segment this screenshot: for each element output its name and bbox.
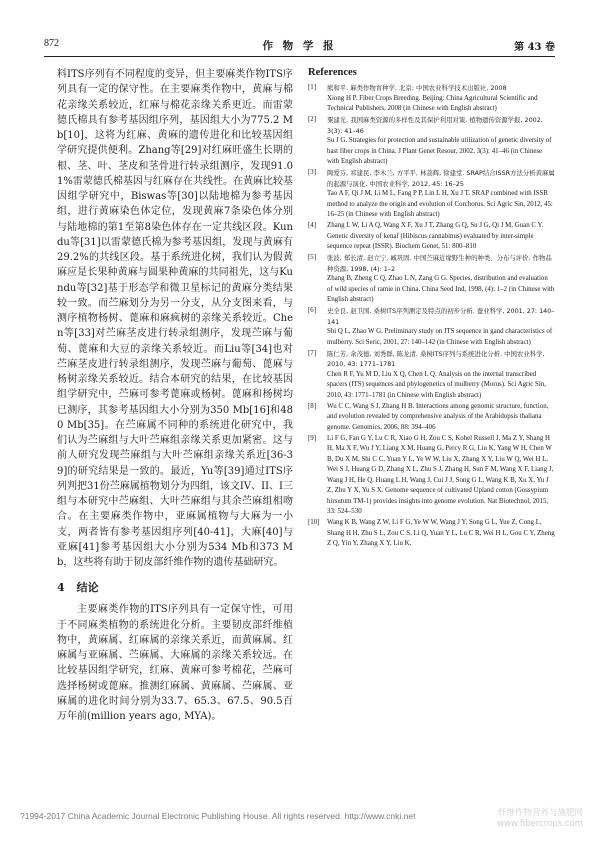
- watermark-url: www.fibercrops.com: [497, 819, 583, 829]
- reference-body: [327, 434, 555, 518]
- reference-english-text: Zhang L W, Li A Q, Wang X F, Xu J T, Zhang G Q, Su J G, Qi J M, Guan C Y. Genetic diversity of kenaf (Hibiscus cannabinus) evaluated by inter-simple sequence repeat (ISSR). Biochem Genet, 51: 800–810: [327, 222, 544, 250]
- reference-item: [308, 306, 555, 348]
- reference-number: [4]: [308, 222, 317, 229]
- reference-english-text: Wang K B, Wang Z W, Li F G, Ye W W, Wang J Y, Song G L, Yue Z, Cong L, Shang H H, Zhu S L, Zou C S, Li Q, Yuan Y L, Lu C R, Wei H L, Gou C Y, Zheng Z Q, Yin Y, Zhang X Y, Liu K,: [327, 519, 555, 547]
- reference-number: [1]: [308, 84, 317, 91]
- references-heading: References: [308, 67, 357, 78]
- left-column: [57, 67, 293, 724]
- reference-chinese-text: 张波, 郑长清, 赵立宁, 臧巩固. 中国苎麻近缘野生种的种类、分布与评价. 作物品种资源, 1998, (4): 1–2: [327, 254, 552, 273]
- reference-chinese-text: 陶爱芬, 祁建民, 李木兰, 方平平, 林荔辉, 徐建堂. SRAP结合ISSR方法分析黄麻属的起源与演化. 中国农业科学, 2012, 45: 16–25: [327, 169, 555, 188]
- section-title: 结论: [76, 581, 99, 595]
- reference-item: [308, 168, 555, 221]
- reference-body: [327, 518, 555, 550]
- reference-item: [308, 83, 555, 115]
- reference-number: [6]: [308, 307, 317, 314]
- reference-number: [10]: [308, 519, 320, 526]
- reference-body: [327, 221, 555, 253]
- reference-english-text: Zhang B, Zheng C Q, Zhao L N, Zang G G. Species, distribution and evaluation of wild species of ramie in China. China Seed Ind, 1998, (4): 1–2 (in Chinese with English abstract): [327, 275, 555, 303]
- reference-number: [3]: [308, 169, 317, 176]
- reference-body: [327, 253, 555, 306]
- journal-title: 作 物 学 报: [262, 40, 337, 52]
- conclusion-paragraph: 主要麻类作物的ITS序列具有一定保守性，可用于不同麻类植物的系统进化分析。主要韧皮部纤维植物中，黄麻属、红麻属的亲缘关系近，而黄麻属、红麻属与亚麻属、苎麻属、大麻属的亲缘关系较远。在比较基因组学研究，红麻、黄麻可参考棉花，苎麻可选择杨树或蓖麻。推测红麻属、黄麻属、苎麻属、亚麻属的进化时间分别为33.7、65.3、67.5、90.5百万年前(million years ago, MYA)。: [57, 604, 293, 722]
- watermark-text: 纤维作物营养与施肥网: [497, 808, 583, 818]
- reference-chinese-text: 史全良, 赵卫国. 桑树ITS序列测定及特点的初步分析. 蚕业科学, 2001, 27: 140–141: [327, 307, 555, 326]
- volume-label: 第 43 卷: [514, 42, 555, 53]
- section-heading: [57, 579, 293, 595]
- discussion-paragraph: 料ITS序列有不同程度的变异，但主要麻类作物ITS序列具有一定的保守性。在主要麻类作物中，黄麻与棉花亲缘关系较近，红麻与棉花亲缘关系更近。而雷蒙德氏棉具有参考基因组序列，基因组大小为775.2 Mb[10]，这将为红麻、黄麻的遗传进化和比较基因组学研究提供便利。Zhang等[29]对红麻旺盛生长期的根、茎、叶、茎皮和茎骨进行转录组测序，发现91.01%雷蒙德氏棉基因与红麻存在共线性。在黄麻比较基因组学研究中，Biswas等[30]以陆地棉为参考基因组，进行黄麻染色体定位，发现黄麻7条染色体分别与陆地棉的第1至第8染色体存在一定共线区段。Kundu等[31]以雷蒙德氏棉为参考基因组，发现与黄麻有29.2%的共线区段。基于系统进化树，我们认为假黄麻应是长果种黄麻与圆果种黄麻的共同祖先，这与Kundu等[32]基于形态学和微卫星标记的黄麻分类结果较一致。而苎麻划分为另一分支，从分支图来看，与测序植物杨树、蓖麻和麻疯树的亲缘关系较近。Chen等[33]对苎麻茎皮进行转录组测序，发现苎麻与葡萄、蓖麻和大豆的亲缘关系较近。而Liu等[34]也对苎麻茎皮进行转录组测序，发现苎麻与葡萄、蓖麻与杨树亲缘关系较近。结合本研究的结果，在比较基因组学研究中，苎麻可参考蓖麻或杨树。蓖麻和杨树均已测序，其参考基因组大小分别为350 Mb[16]和480 Mb[35]。在苎麻属不同种的系统进化研究中，我们认为苎麻组与大叶苎麻组亲缘关系更加紧密。这与前人研究发现苎麻组与大叶苎麻组亲缘关系近[36-39]的研究结果是一致的。最近，Yu等[39]通过ITS序列判把31份苎麻属植物划分为四组，该文IV、II、I三组与本研究中苎麻组、大叶苎麻组与其余苎麻组相吻合。在主要麻类作物中，亚麻属植物与大麻为一小支，两者皆有参考基因组序列[40-41]，大麻[40]与亚麻[41]参考基因组大小分别为534 Mb和373 Mb，这些将有助于韧皮部纤维作物的遗传基础研究。: [57, 69, 293, 568]
- header-rule: [44, 56, 555, 57]
- section-number: 4: [57, 581, 65, 595]
- reference-english-text: Tao A F, Qi J M, Li M L, Fang P P, Lin L H, Xu J T. SRAP combined with ISSR method to analyze the origin and evolution of Corchorus. Sci Agric Sin, 2012, 45: 16–25 (in Chinese with English abstract): [327, 190, 553, 218]
- reference-body: [327, 83, 555, 115]
- reference-list: [308, 83, 555, 550]
- reference-english-text: Shi Q L, Zhao W G. Preliminary study on ITS sequence in gand characteristics of mulberry. Sci Seric, 2001, 27: 140–142 (in Chinese with English abstract): [327, 328, 553, 346]
- reference-number: [7]: [308, 349, 317, 357]
- references-column: [308, 67, 555, 550]
- page-header: [44, 38, 555, 54]
- reference-english-text: Li F G, Fan G Y, Lu C R, Xiao G H, Zou C S, Kohel Russell J, Ma Z Y, Shang H H, Ma X F, Wu J Y, Liang X M, Huang G, Percy R G, Liu K, Yang W H, Chen W B, Du X M, Shi C C, Yuan Y L, Ye W W, Liu X, Zhang X Y, Liu W Q, Wei H L, Wei S J, Huang G D, Zhang X L, Zhu S J, Zhang H, Sun F M, Wang X F, Liang J, Wang J H, He Q, Huang L H, Wang J, Cui J J, Song G L, Wang K B, Xu X, Yu J Z, Zhu Y X, Yu S X. Genome sequence of cultivated Upland cotton (Gossypium hirsutum TM-1) provides insights into genome evolution. Nat Biotechnol, 2015, 33: 524–530: [327, 434, 554, 515]
- reference-body: [327, 349, 555, 402]
- reference-english-text: Wu C C, Wang S J, Zhang H B. Interactions among genomic structure, function, and evolution revealed by comprehensive analysis of the Arabidopsis thaliana genome. Genomics, 2006, 88: 394–406: [327, 402, 549, 431]
- reference-item: [308, 349, 555, 402]
- reference-number: [8]: [308, 402, 317, 410]
- reference-item: [308, 253, 555, 306]
- reference-number: [2]: [308, 116, 317, 123]
- reference-body: [327, 168, 555, 221]
- reference-item: [308, 402, 555, 434]
- reference-body: [327, 402, 555, 434]
- reference-item: [308, 221, 555, 253]
- reference-number: [9]: [308, 434, 317, 442]
- reference-english-text: Xiong H P. Fiber Crops Breeding. Beijing: China Agricultural Scientific and Technical Publishers, 2008 (in Chinese with English abstract): [327, 94, 538, 112]
- reference-chinese-text: 陈仁芳, 余茂德, 刘秀群, 陈龙清. 桑树ITS序列与系统进化分析. 中国农业科学, 2010, 43: 1771–1781: [327, 349, 545, 368]
- reference-english-text: Su J G. Strategies for protection and sustainable utilization of genetic diversity of bast fiber crops in China. J Plant Genet Resour, 2002, 3(3): 41–46 (in Chinese with English abstract): [327, 137, 552, 165]
- page-number: 872: [44, 38, 59, 49]
- reference-item: [308, 518, 555, 550]
- reference-chinese-text: 粟建光. 我国麻类资源的多样性及其保护利用对策. 植物遗传资源学报, 2002, 3(3): 41–46: [327, 116, 543, 135]
- reference-number: [5]: [308, 254, 317, 261]
- reference-english-text: Chen R F, Yu M D, Liu X Q, Chen L Q. Analysis on the internal transcribed spacers (ITS) sequences and phylogenetics of mulberry (Morus). Sci Agric Sin, 2010, 43: 1771–1781 (in Chinese with English abstract): [327, 370, 546, 399]
- reference-body: [327, 306, 555, 348]
- copyright-footer: ?1994-2017 China Academic Journal Electronic Publishing House. All rights reserved. http://www.cnki.net: [20, 811, 416, 821]
- watermark: [497, 808, 583, 830]
- reference-item: [308, 434, 555, 518]
- reference-chinese-text: 熊和平. 麻类作物育种学. 北京: 中国农业科学技术出版社, 2008: [327, 84, 507, 92]
- reference-item: [308, 115, 555, 168]
- reference-body: [327, 115, 555, 168]
